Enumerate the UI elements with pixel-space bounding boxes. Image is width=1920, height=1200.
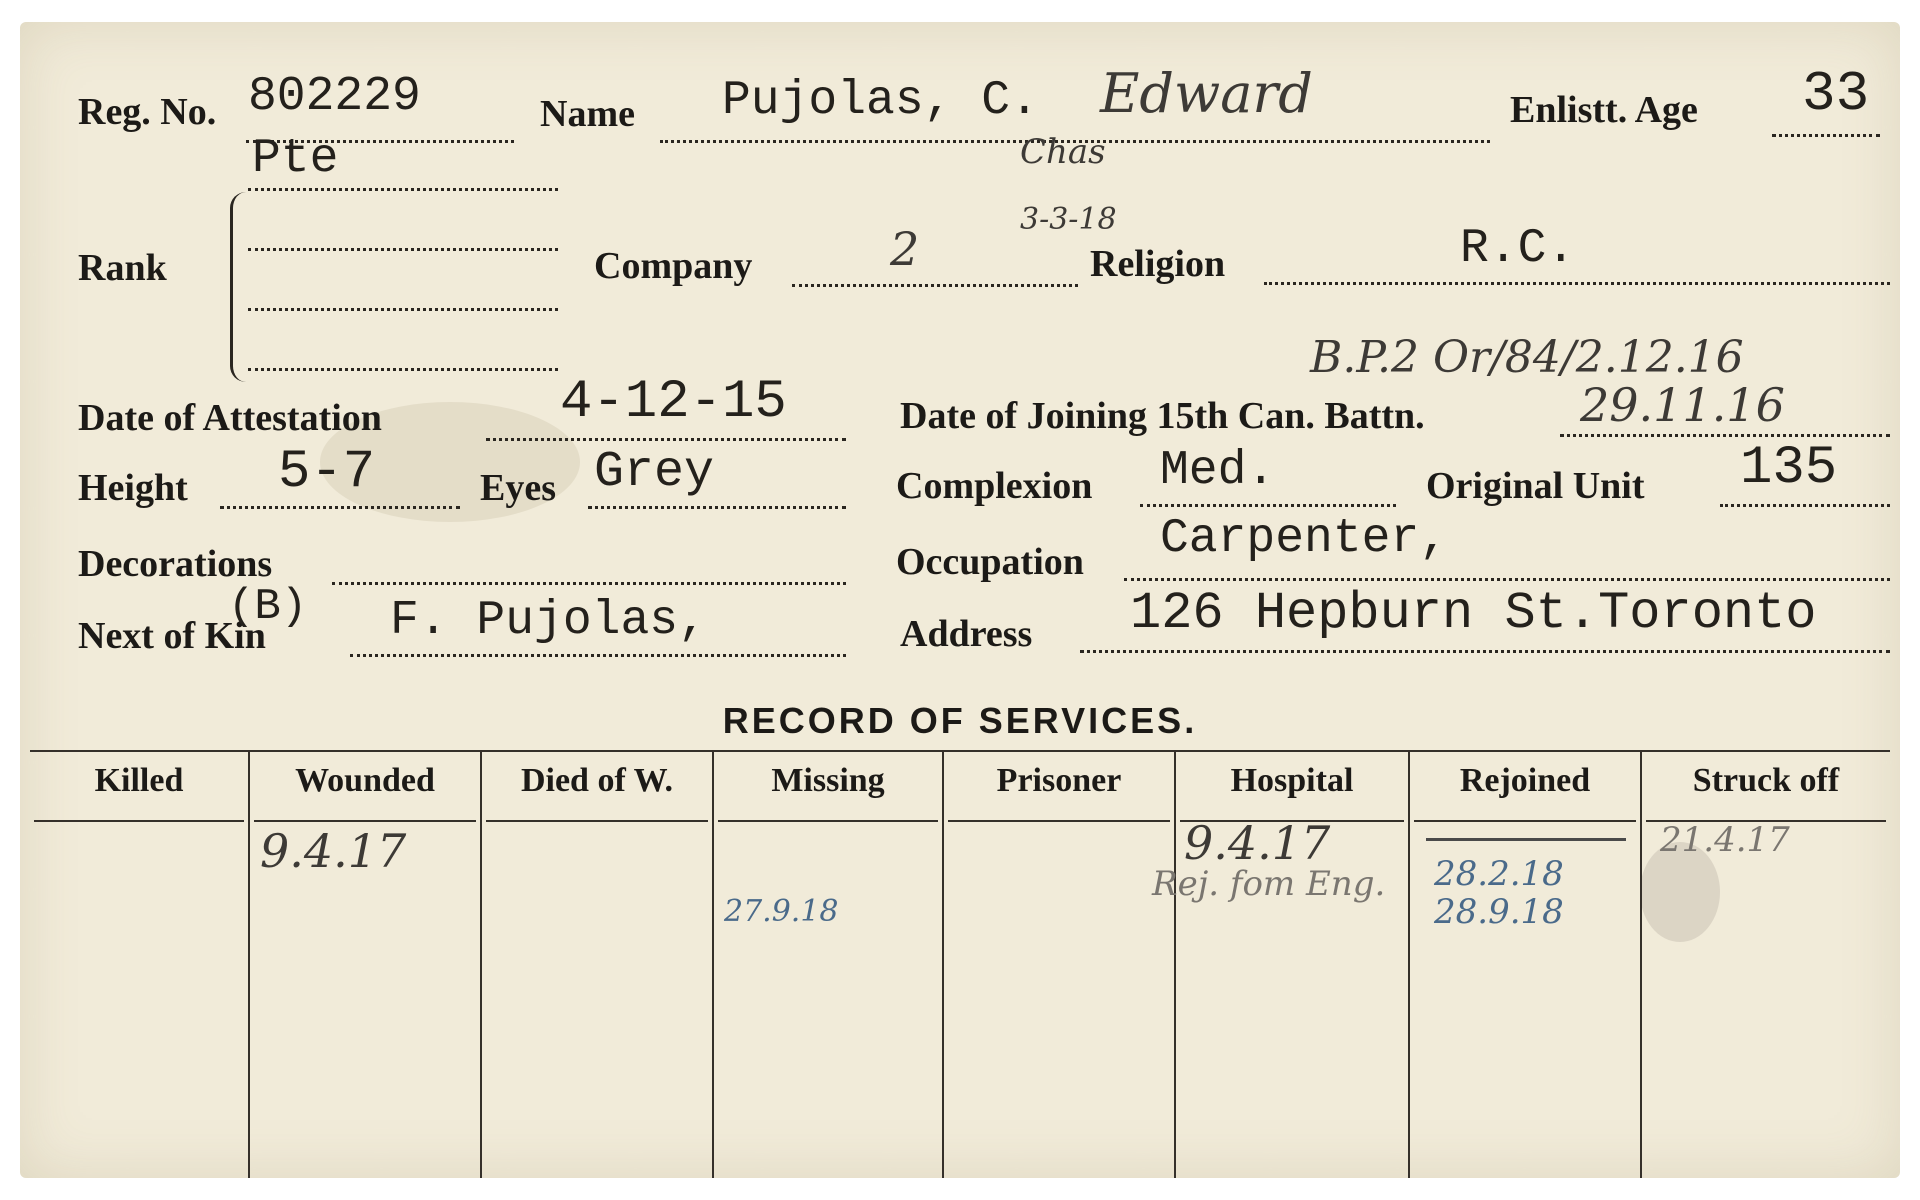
- column-rule: [486, 820, 708, 822]
- rank-brace: [230, 192, 253, 382]
- column-rule: [254, 820, 476, 822]
- decorations-label: Decorations: [78, 543, 273, 585]
- decorations-dots: [332, 582, 846, 585]
- rank-value: Pte: [252, 132, 339, 186]
- column-died-of-wounds: [482, 752, 714, 1178]
- column-rule: [718, 820, 938, 822]
- reg-no-label: Reg. No.: [78, 91, 217, 133]
- company-dots: [792, 284, 1078, 287]
- height-label: Height: [78, 467, 188, 509]
- joining-label: Date of Joining 15th Can. Battn.: [900, 395, 1425, 437]
- original-unit-value: 135: [1740, 438, 1838, 499]
- column-struck-off: [1642, 752, 1890, 1178]
- column-header: Struck off: [1692, 762, 1840, 799]
- rejoined-strike-line: [1426, 838, 1626, 841]
- attestation-label: Date of Attestation: [78, 397, 382, 439]
- name-first-handwritten: Edward: [1100, 62, 1313, 125]
- record-of-services-title: RECORD OF SERVICES.: [722, 700, 1198, 741]
- wounded-entry: 9.4.17: [260, 824, 407, 878]
- services-table: [30, 750, 1890, 1178]
- original-unit-dots: [1720, 504, 1890, 507]
- struck-off-entry: 21.4.17: [1660, 820, 1790, 860]
- original-unit-label: Original Unit: [1426, 465, 1645, 507]
- height-value: 5-7: [278, 442, 376, 503]
- occupation-label: Occupation: [896, 541, 1084, 583]
- attestation-dots: [486, 438, 846, 441]
- enlistment-age-value: 33: [1802, 62, 1870, 126]
- next-of-kin-value: F. Pujolas,: [390, 594, 707, 648]
- enlistment-age-dots: [1772, 134, 1880, 137]
- religion-value: R.C.: [1460, 222, 1576, 276]
- next-of-kin-label: Next of Kin: [78, 615, 266, 657]
- column-rule: [34, 820, 244, 822]
- column-rule: [1414, 820, 1636, 822]
- joining-note-handwritten: B.P.2 Or/84/2.12.16: [1310, 332, 1744, 383]
- enlistment-age-label: Enlistt. Age: [1510, 89, 1698, 131]
- address-dots: [1080, 650, 1890, 653]
- rejoined-entry: 28.9.18: [1434, 892, 1564, 932]
- column-wounded: [250, 752, 482, 1178]
- occupation-dots: [1124, 578, 1890, 581]
- eyes-label: Eyes: [480, 467, 556, 509]
- hospital-entry: 9.4.17: [1184, 816, 1331, 870]
- name-value: Pujolas, C.: [722, 74, 1039, 128]
- next-of-kin-dots: [350, 654, 846, 657]
- reg-no-value: 802229: [248, 70, 421, 124]
- column-header: Hospital: [1230, 762, 1354, 799]
- company-note-handwritten: 3-3-18: [1020, 202, 1117, 237]
- eyes-dots: [588, 506, 846, 509]
- address-value: 126 Hepburn St.Toronto: [1130, 584, 1817, 643]
- column-header: Died of W.: [520, 762, 674, 799]
- occupation-value: Carpenter,: [1160, 512, 1449, 566]
- name-note-handwritten: Chas: [1020, 132, 1106, 172]
- service-record-card: [20, 22, 1900, 1178]
- rejoined-entry: 28.2.18: [1434, 854, 1564, 894]
- complexion-value: Med.: [1160, 444, 1276, 498]
- height-dots: [220, 506, 460, 509]
- complexion-dots: [1140, 504, 1396, 507]
- rank-dots-2: [248, 248, 558, 251]
- company-label: Company: [594, 245, 753, 287]
- column-prisoner: [944, 752, 1176, 1178]
- rank-dots-3: [248, 308, 558, 311]
- joining-dots: [1560, 434, 1890, 437]
- column-header: Missing: [771, 762, 885, 799]
- complexion-label: Complexion: [896, 465, 1093, 507]
- column-header: Rejoined: [1459, 762, 1591, 799]
- column-rejoined: [1410, 752, 1642, 1178]
- column-header: Prisoner: [996, 762, 1122, 799]
- religion-dots: [1264, 282, 1890, 285]
- eyes-value: Grey: [594, 444, 715, 501]
- address-label: Address: [900, 613, 1033, 655]
- next-of-kin-prefix: (B): [228, 582, 308, 632]
- column-hospital: [1152, 752, 1410, 1178]
- hospital-entry: Rej. fom Eng.: [1152, 864, 1386, 904]
- rank-dots-1: [248, 188, 558, 191]
- name-label: Name: [540, 93, 635, 135]
- column-killed: [30, 752, 250, 1178]
- column-missing: [714, 752, 944, 1178]
- column-header: Wounded: [295, 762, 435, 799]
- rank-label: Rank: [78, 247, 167, 289]
- column-header: Killed: [94, 762, 184, 799]
- joining-value: 29.11.16: [1580, 378, 1785, 432]
- religion-label: Religion: [1090, 243, 1226, 285]
- attestation-value: 4-12-15: [560, 372, 787, 433]
- rank-dots-4: [248, 368, 558, 371]
- column-rule: [948, 820, 1170, 822]
- company-value: 2: [890, 222, 920, 276]
- missing-entry: 27.9.18: [724, 894, 839, 929]
